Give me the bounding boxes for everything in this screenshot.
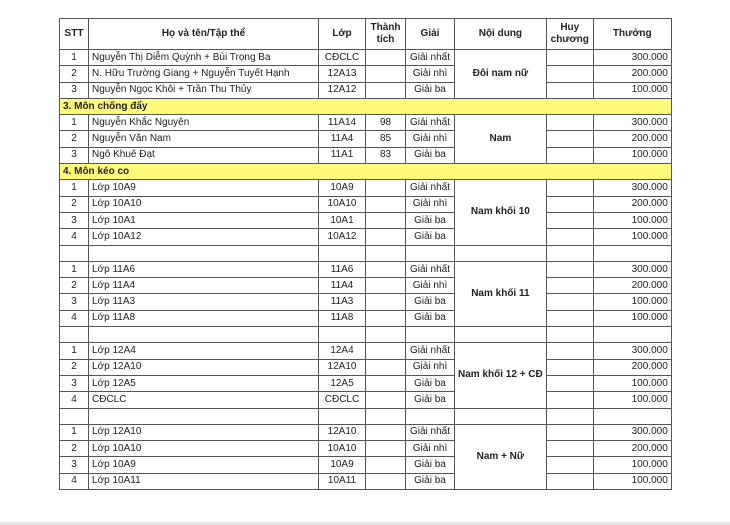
cell-giai: Giải ba bbox=[406, 82, 455, 98]
header-huychuong: Huy chương bbox=[546, 19, 593, 50]
empty-cell bbox=[319, 408, 366, 424]
empty-cell bbox=[546, 245, 593, 261]
cell-giai: Giải nhì bbox=[406, 359, 455, 375]
cell-giai: Giải nhì bbox=[406, 278, 455, 294]
cell-thuong: 300.000 bbox=[593, 180, 671, 196]
cell-thanhtich: 85 bbox=[366, 131, 406, 147]
table-row bbox=[60, 261, 672, 277]
empty-cell bbox=[455, 408, 547, 424]
cell-huychuong bbox=[546, 343, 593, 359]
cell-thanhtich: 98 bbox=[366, 115, 406, 131]
cell-name: Lớp 10A12 bbox=[89, 229, 319, 245]
cell-thuong: 300.000 bbox=[593, 50, 671, 66]
cell-thanhtich bbox=[366, 441, 406, 457]
cell-thanhtich bbox=[366, 343, 406, 359]
table-row bbox=[60, 473, 672, 489]
cell-name: N. Hữu Trường Giang + Nguyễn Tuyết Hạnh bbox=[89, 66, 319, 82]
cell-name: Lớp 10A11 bbox=[89, 473, 319, 489]
cell-thanhtich bbox=[366, 278, 406, 294]
cell-thanhtich bbox=[366, 212, 406, 228]
awards-table bbox=[59, 18, 672, 490]
section-title: 4. Môn kéo co bbox=[60, 164, 672, 180]
cell-stt: 4 bbox=[60, 473, 89, 489]
cell-name: Lớp 11A3 bbox=[89, 294, 319, 310]
cell-lop: 10A10 bbox=[319, 196, 366, 212]
table-body bbox=[60, 50, 672, 490]
empty-cell bbox=[546, 408, 593, 424]
cell-thanhtich bbox=[366, 392, 406, 408]
cell-name: Lớp 10A9 bbox=[89, 457, 319, 473]
cell-lop: 12A4 bbox=[319, 343, 366, 359]
empty-cell bbox=[366, 327, 406, 343]
cell-lop: 11A1 bbox=[319, 147, 366, 163]
cell-thuong: 200.000 bbox=[593, 278, 671, 294]
cell-giai: Giải nhất bbox=[406, 115, 455, 131]
cell-giai: Giải nhất bbox=[406, 343, 455, 359]
table-row bbox=[60, 343, 672, 359]
cell-lop: 10A11 bbox=[319, 473, 366, 489]
empty-cell bbox=[406, 245, 455, 261]
cell-giai: Giải nhì bbox=[406, 441, 455, 457]
cell-thanhtich bbox=[366, 424, 406, 440]
empty-cell bbox=[593, 408, 671, 424]
cell-name: Lớp 11A8 bbox=[89, 310, 319, 326]
cell-lop: 12A13 bbox=[319, 66, 366, 82]
cell-thuong: 100.000 bbox=[593, 457, 671, 473]
cell-huychuong bbox=[546, 457, 593, 473]
section-title: 3. Môn chống đẩy bbox=[60, 98, 672, 114]
cell-lop: 11A8 bbox=[319, 310, 366, 326]
header-lop: Lớp bbox=[319, 19, 366, 50]
cell-stt: 2 bbox=[60, 359, 89, 375]
cell-thanhtich bbox=[366, 66, 406, 82]
cell-thanhtich bbox=[366, 473, 406, 489]
table-row bbox=[60, 82, 672, 98]
cell-lop: CĐCLC bbox=[319, 392, 366, 408]
cell-name: Lớp 10A1 bbox=[89, 212, 319, 228]
cell-noidung: Nam + Nữ bbox=[455, 424, 547, 489]
table-row bbox=[60, 229, 672, 245]
cell-lop: 12A10 bbox=[319, 359, 366, 375]
cell-stt: 2 bbox=[60, 441, 89, 457]
empty-cell bbox=[406, 408, 455, 424]
table-row bbox=[60, 115, 672, 131]
cell-giai: Giải nhì bbox=[406, 196, 455, 212]
cell-thuong: 100.000 bbox=[593, 212, 671, 228]
cell-name: Lớp 11A4 bbox=[89, 278, 319, 294]
cell-thanhtich bbox=[366, 310, 406, 326]
table-row bbox=[60, 50, 672, 66]
cell-giai: Giải nhất bbox=[406, 50, 455, 66]
header-noidung: Nội dung bbox=[455, 19, 547, 50]
cell-thuong: 300.000 bbox=[593, 424, 671, 440]
cell-lop: 11A4 bbox=[319, 131, 366, 147]
cell-giai: Giải ba bbox=[406, 375, 455, 391]
empty-cell bbox=[593, 327, 671, 343]
cell-huychuong bbox=[546, 359, 593, 375]
table-row bbox=[60, 212, 672, 228]
table-row bbox=[60, 359, 672, 375]
cell-giai: Giải ba bbox=[406, 457, 455, 473]
cell-huychuong bbox=[546, 441, 593, 457]
empty-cell bbox=[319, 245, 366, 261]
cell-lop: 10A10 bbox=[319, 441, 366, 457]
cell-thanhtich bbox=[366, 180, 406, 196]
table-row bbox=[60, 441, 672, 457]
cell-thanhtich: 83 bbox=[366, 147, 406, 163]
cell-giai: Giải nhất bbox=[406, 180, 455, 196]
cell-lop: CĐCLC bbox=[319, 50, 366, 66]
cell-thuong: 300.000 bbox=[593, 261, 671, 277]
empty-cell bbox=[60, 327, 89, 343]
cell-thanhtich bbox=[366, 50, 406, 66]
cell-lop: 10A9 bbox=[319, 457, 366, 473]
cell-thanhtich bbox=[366, 359, 406, 375]
cell-stt: 2 bbox=[60, 278, 89, 294]
cell-name: Nguyễn Khắc Nguyên bbox=[89, 115, 319, 131]
table-row bbox=[60, 196, 672, 212]
cell-thuong: 200.000 bbox=[593, 66, 671, 82]
cell-thanhtich bbox=[366, 261, 406, 277]
cell-stt: 3 bbox=[60, 212, 89, 228]
table-row bbox=[60, 147, 672, 163]
cell-thanhtich bbox=[366, 82, 406, 98]
cell-thuong: 100.000 bbox=[593, 375, 671, 391]
empty-cell bbox=[60, 408, 89, 424]
cell-thuong: 100.000 bbox=[593, 147, 671, 163]
cell-thuong: 100.000 bbox=[593, 392, 671, 408]
cell-thanhtich bbox=[366, 196, 406, 212]
cell-stt: 3 bbox=[60, 82, 89, 98]
cell-thuong: 200.000 bbox=[593, 441, 671, 457]
cell-name: Lớp 12A5 bbox=[89, 375, 319, 391]
cell-lop: 11A14 bbox=[319, 115, 366, 131]
section-row bbox=[60, 98, 672, 114]
cell-stt: 2 bbox=[60, 131, 89, 147]
spacer-row bbox=[60, 408, 672, 424]
cell-stt: 3 bbox=[60, 294, 89, 310]
cell-name: Nguyễn Thị Diễm Quỳnh + Bùi Trọng Ba bbox=[89, 50, 319, 66]
cell-thuong: 100.000 bbox=[593, 229, 671, 245]
header-row bbox=[60, 19, 672, 50]
cell-stt: 4 bbox=[60, 229, 89, 245]
cell-thuong: 100.000 bbox=[593, 294, 671, 310]
cell-noidung: Nam khối 12 + CĐ bbox=[455, 343, 547, 408]
cell-huychuong bbox=[546, 229, 593, 245]
empty-cell bbox=[455, 245, 547, 261]
cell-giai: Giải ba bbox=[406, 212, 455, 228]
cell-huychuong bbox=[546, 392, 593, 408]
empty-cell bbox=[366, 408, 406, 424]
table-row bbox=[60, 294, 672, 310]
cell-huychuong bbox=[546, 473, 593, 489]
cell-thanhtich bbox=[366, 457, 406, 473]
section-row bbox=[60, 164, 672, 180]
cell-stt: 3 bbox=[60, 457, 89, 473]
table-row bbox=[60, 278, 672, 294]
cell-giai: Giải ba bbox=[406, 310, 455, 326]
cell-huychuong bbox=[546, 66, 593, 82]
cell-name: Lớp 10A10 bbox=[89, 441, 319, 457]
cell-stt: 1 bbox=[60, 343, 89, 359]
empty-cell bbox=[60, 245, 89, 261]
cell-giai: Giải ba bbox=[406, 147, 455, 163]
empty-cell bbox=[89, 327, 319, 343]
empty-cell bbox=[593, 245, 671, 261]
cell-thanhtich bbox=[366, 375, 406, 391]
cell-huychuong bbox=[546, 278, 593, 294]
header-thuong: Thưởng bbox=[593, 19, 671, 50]
cell-thanhtich bbox=[366, 294, 406, 310]
cell-name: Nguyễn Văn Nam bbox=[89, 131, 319, 147]
cell-thuong: 200.000 bbox=[593, 196, 671, 212]
cell-huychuong bbox=[546, 115, 593, 131]
cell-huychuong bbox=[546, 180, 593, 196]
cell-huychuong bbox=[546, 375, 593, 391]
cell-stt: 1 bbox=[60, 115, 89, 131]
table-row bbox=[60, 392, 672, 408]
cell-noidung: Nam bbox=[455, 115, 547, 164]
empty-cell bbox=[89, 408, 319, 424]
cell-huychuong bbox=[546, 131, 593, 147]
cell-name: Lớp 12A10 bbox=[89, 359, 319, 375]
table-row bbox=[60, 66, 672, 82]
cell-name: Lớp 12A10 bbox=[89, 424, 319, 440]
cell-giai: Giải ba bbox=[406, 294, 455, 310]
cell-huychuong bbox=[546, 147, 593, 163]
cell-stt: 1 bbox=[60, 424, 89, 440]
cell-huychuong bbox=[546, 261, 593, 277]
cell-thuong: 100.000 bbox=[593, 310, 671, 326]
cell-name: Lớp 10A9 bbox=[89, 180, 319, 196]
cell-huychuong bbox=[546, 212, 593, 228]
empty-cell bbox=[89, 245, 319, 261]
cell-name: Lớp 12A4 bbox=[89, 343, 319, 359]
cell-stt: 2 bbox=[60, 196, 89, 212]
empty-cell bbox=[455, 327, 547, 343]
cell-lop: 10A9 bbox=[319, 180, 366, 196]
table-row bbox=[60, 375, 672, 391]
cell-thuong: 200.000 bbox=[593, 131, 671, 147]
cell-stt: 1 bbox=[60, 180, 89, 196]
cell-thuong: 200.000 bbox=[593, 359, 671, 375]
cell-lop: 11A4 bbox=[319, 278, 366, 294]
header-giai: Giải bbox=[406, 19, 455, 50]
cell-giai: Giải ba bbox=[406, 392, 455, 408]
cell-lop: 11A6 bbox=[319, 261, 366, 277]
cell-stt: 2 bbox=[60, 66, 89, 82]
cell-thanhtich bbox=[366, 229, 406, 245]
empty-cell bbox=[319, 327, 366, 343]
spacer-row bbox=[60, 327, 672, 343]
cell-huychuong bbox=[546, 82, 593, 98]
cell-thuong: 300.000 bbox=[593, 115, 671, 131]
cell-huychuong bbox=[546, 294, 593, 310]
table-row bbox=[60, 457, 672, 473]
cell-name: Nguyễn Ngọc Khôi + Trần Thu Thủy bbox=[89, 82, 319, 98]
cell-name: Lớp 11A6 bbox=[89, 261, 319, 277]
spacer-row bbox=[60, 245, 672, 261]
cell-lop: 12A5 bbox=[319, 375, 366, 391]
cell-name: Lớp 10A10 bbox=[89, 196, 319, 212]
cell-noidung: Nam khối 10 bbox=[455, 180, 547, 245]
cell-huychuong bbox=[546, 310, 593, 326]
table-row bbox=[60, 424, 672, 440]
cell-giai: Giải nhất bbox=[406, 261, 455, 277]
cell-huychuong bbox=[546, 196, 593, 212]
cell-thuong: 100.000 bbox=[593, 82, 671, 98]
cell-thuong: 100.000 bbox=[593, 473, 671, 489]
cell-stt: 1 bbox=[60, 50, 89, 66]
cell-stt: 1 bbox=[60, 261, 89, 277]
empty-cell bbox=[366, 245, 406, 261]
cell-huychuong bbox=[546, 50, 593, 66]
cell-name: Ngô Khuê Đạt bbox=[89, 147, 319, 163]
cell-stt: 4 bbox=[60, 392, 89, 408]
table-row bbox=[60, 310, 672, 326]
cell-stt: 4 bbox=[60, 310, 89, 326]
table-row bbox=[60, 180, 672, 196]
cell-lop: 12A12 bbox=[319, 82, 366, 98]
cell-lop: 10A1 bbox=[319, 212, 366, 228]
cell-stt: 3 bbox=[60, 147, 89, 163]
cell-giai: Giải ba bbox=[406, 229, 455, 245]
cell-thuong: 300.000 bbox=[593, 343, 671, 359]
cell-huychuong bbox=[546, 424, 593, 440]
cell-noidung: Nam khối 11 bbox=[455, 261, 547, 326]
cell-lop: 12A10 bbox=[319, 424, 366, 440]
cell-lop: 10A12 bbox=[319, 229, 366, 245]
cell-name: CĐCLC bbox=[89, 392, 319, 408]
cell-giai: Giải nhì bbox=[406, 131, 455, 147]
cell-stt: 3 bbox=[60, 375, 89, 391]
header-name: Họ và tên/Tập thể bbox=[89, 19, 319, 50]
empty-cell bbox=[546, 327, 593, 343]
cell-lop: 11A3 bbox=[319, 294, 366, 310]
table-row bbox=[60, 131, 672, 147]
cell-noidung: Đôi nam nữ bbox=[455, 50, 547, 99]
empty-cell bbox=[406, 327, 455, 343]
cell-giai: Giải nhất bbox=[406, 424, 455, 440]
cell-giai: Giải nhì bbox=[406, 66, 455, 82]
header-stt: STT bbox=[60, 19, 89, 50]
header-thanhtich: Thành tích bbox=[366, 19, 406, 50]
cell-giai: Giải ba bbox=[406, 473, 455, 489]
